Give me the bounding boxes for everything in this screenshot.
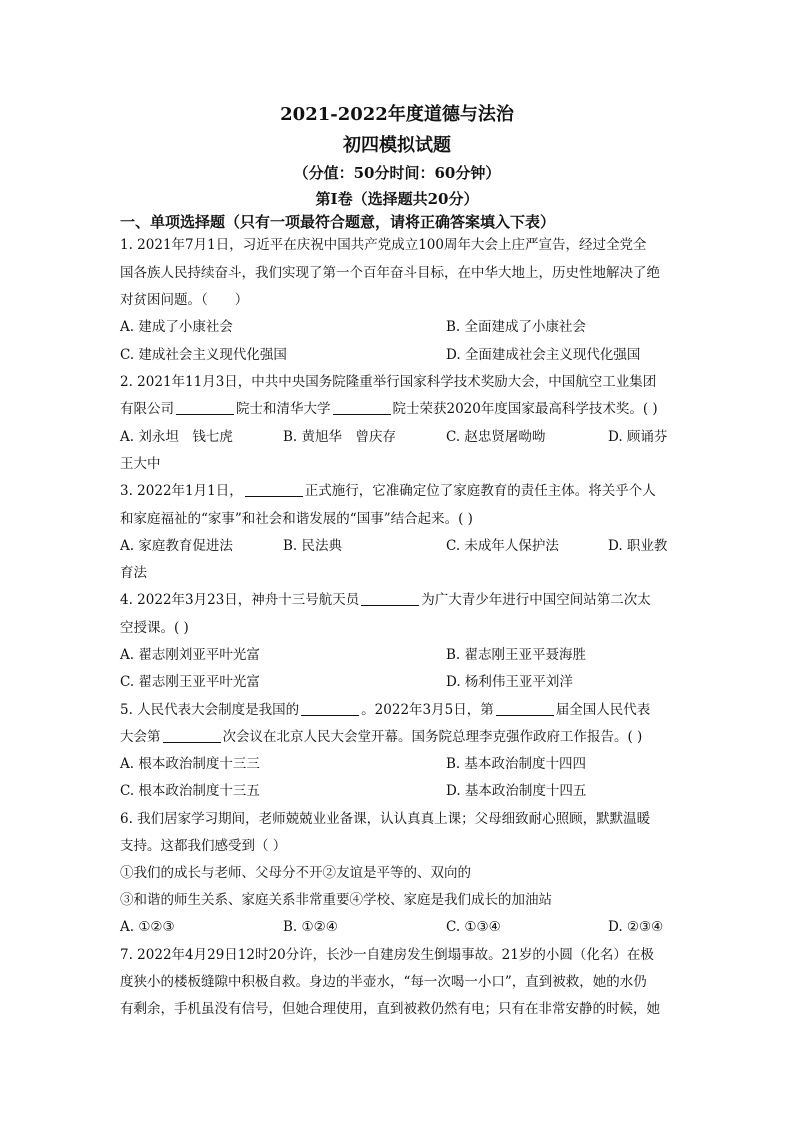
q4-line1 [120, 591, 651, 609]
q3-option-d-cont: 育法 [120, 565, 147, 581]
q2-option-b: B. 黄旭华 曾庆存 [283, 429, 397, 445]
q5-option-c: C. 根本政治制度十三五 [120, 783, 260, 799]
q5-text-a: 5. 人民代表大会制度是我国的 [120, 702, 300, 718]
q1-line3: 对贫困问题。（ ） [120, 292, 249, 308]
q4-text-a: 4. 2022年3月23日，神舟十三号航天员 [120, 592, 360, 608]
q2-text-b: 院士和清华大学 [236, 401, 331, 417]
q3-option-a: A. 家庭教育促进法 [120, 538, 233, 554]
q7-line2: 度狭小的楼板缝隙中积极自救。身边的半壶水，“每一次喝一小口”，直到被救，她的水仍 [120, 974, 647, 990]
q2-option-d-cont: 王大中 [120, 456, 161, 472]
q6-line1: 6. 我们居家学习期间，老师兢兢业业备课，认认真真上课；父母细致耐心照顾，默默温暖 [120, 811, 651, 827]
q1-option-b: B. 全面建成了小康社会 [446, 319, 587, 335]
q1-option-a: A. 建成了小康社会 [120, 319, 233, 335]
q5-text-c: 届全国人民代表 [555, 702, 651, 718]
q2-text-a: 有限公司 [120, 401, 174, 417]
q2-line2 [120, 400, 658, 418]
q2-option-c: C. 赵忠贤屠呦呦 [446, 429, 546, 445]
q5-text-e: 次会议在北京人民大会堂开幕。国务院总理李克强作政府工作报告。( ) [222, 729, 643, 745]
answer-blank [301, 702, 359, 716]
exam-subtitle: 初四模拟试题 [343, 135, 451, 156]
q3-line1 [120, 482, 656, 500]
answer-blank [361, 592, 419, 606]
q2-text-c: 院士荣获2020年度国家最高科学技术奖。( ) [392, 401, 658, 417]
q2-option-d: D. 顾诵芬 [608, 429, 668, 445]
q3-option-b: B. 民法典 [283, 538, 343, 554]
q2-option-a: A. 刘永坦 钱七虎 [120, 429, 233, 445]
q6-statement-1: ①我们的成长与老师、父母分不开②友谊是平等的、双向的 [120, 865, 471, 881]
q6-option-d: D. ②③④ [608, 919, 664, 935]
q5-line2 [120, 728, 642, 746]
section-heading: 一、单项选择题（只有一项最符合题意，请将正确答案填入下表） [120, 213, 556, 231]
q6-line2: 支持。这都我们感受到（ ） [120, 838, 287, 854]
q5-option-a: A. 根本政治制度十三三 [120, 756, 260, 772]
q4-option-a: A. 翟志刚刘亚平叶光富 [120, 647, 260, 663]
answer-blank [176, 401, 234, 415]
q3-option-d: D. 职业教 [608, 538, 668, 554]
q5-line1 [120, 701, 650, 719]
q5-option-d: D. 基本政治制度十四五 [446, 783, 587, 799]
q4-option-b: B. 翟志刚王亚平聂海胜 [446, 647, 587, 663]
q5-text-d: 大会第 [120, 729, 161, 745]
q3-option-c: C. 未成年人保护法 [446, 538, 559, 554]
q5-option-b: B. 基本政治制度十四四 [446, 756, 587, 772]
q1-line2: 国各族人民持续奋斗，我们实现了第一个百年奋斗目标，在中华大地上，历史性地解决了绝 [120, 265, 660, 281]
q1-line1: 1. 2021年7月1日，习近平在庆祝中国共产党成立100周年大会上庄严宣告，经过全党全 [120, 237, 647, 253]
q2-line1: 2. 2021年11月3日，中共中央国务院隆重举行国家科学技术奖励大会，中国航空工业集团 [120, 374, 657, 390]
q4-line2: 空授课。( ) [120, 620, 189, 636]
q3-text-a: 3. 2022年1月1日， [120, 483, 243, 499]
q6-option-a: A. ①②③ [120, 919, 175, 935]
q4-option-d: D. 杨利伟王亚平刘洋 [446, 674, 573, 690]
q4-text-b: 为广大青少年进行中国空间站第二次太 [421, 592, 651, 608]
q4-option-c: C. 翟志刚王亚平叶光富 [120, 674, 260, 690]
q7-line1: 7. 2022年4月29日12时20分许，长沙一自建房发生倒塌事故。21岁的小圆（化名）在极 [120, 947, 654, 963]
q1-option-d: D. 全面建成社会主义现代化强国 [446, 347, 641, 363]
answer-blank [496, 702, 554, 716]
q1-option-c: C. 建成社会主义现代化强国 [120, 347, 287, 363]
q3-text-b: 正式施行，它准确定位了家庭教育的责任主体。将关乎个人 [304, 483, 656, 499]
q6-option-c: C. ①③④ [446, 919, 501, 935]
answer-blank [333, 401, 391, 415]
q6-option-b: B. ①②④ [283, 919, 338, 935]
q3-line2: 和家庭福祉的“家事”和社会和谐发展的“国事”结合起来。( ) [120, 511, 473, 527]
answer-blank [163, 729, 221, 743]
q5-text-b: 。2022年3月5日，第 [361, 702, 494, 718]
score-info: （分值：50分时间：60分钟） [293, 164, 501, 182]
exam-title: 2021-2022年度道德与法治 [280, 104, 514, 125]
answer-blank [245, 483, 303, 497]
q6-statement-2: ③和谐的师生关系、家庭关系非常重要④学校、家庭是我们成长的加油站 [120, 892, 552, 908]
q7-line3: 有剩余，手机虽没有信号，但她合理使用，直到被救仍然有电；只有在非常安静的时候，她 [120, 1001, 660, 1017]
volume-heading: 第Ⅰ卷（选择题共20分） [315, 190, 479, 208]
